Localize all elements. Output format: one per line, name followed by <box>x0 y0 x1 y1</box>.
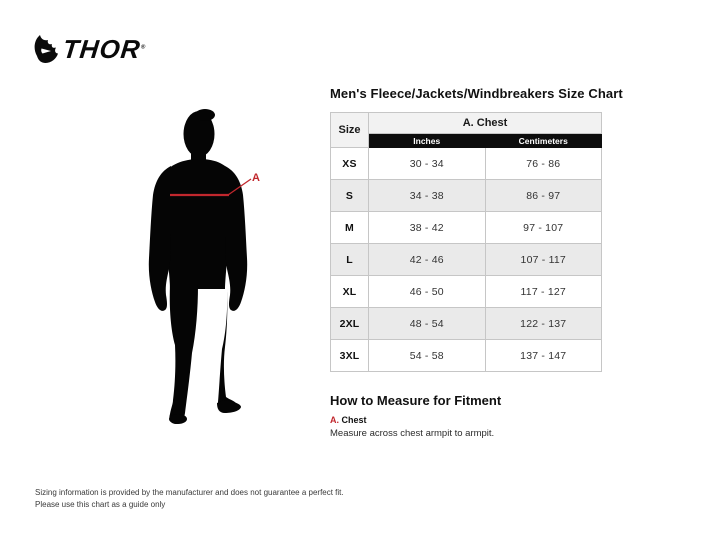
centimeters-cell: 122 - 137 <box>485 308 602 340</box>
size-cell: 3XL <box>331 340 369 372</box>
inches-column-header: Inches <box>369 134 486 148</box>
size-cell: L <box>331 244 369 276</box>
size-table <box>330 112 602 372</box>
inches-cell: 30 - 34 <box>369 148 486 180</box>
disclaimer-line-1: Sizing information is provided by the manufacturer and does not guarantee a perfect fit. <box>35 488 344 497</box>
chest-group-header: A. Chest <box>369 113 602 134</box>
inches-cell: 38 - 42 <box>369 212 486 244</box>
inches-cell: 46 - 50 <box>369 276 486 308</box>
measure-letter: A. <box>330 415 339 425</box>
body-silhouette-figure <box>125 95 285 435</box>
table-row <box>331 244 602 276</box>
thor-helmet-icon <box>33 34 59 64</box>
size-cell: S <box>331 180 369 212</box>
centimeters-cell: 137 - 147 <box>485 340 602 372</box>
chart-title: Men's Fleece/Jackets/Windbreakers Size Chart <box>330 86 623 101</box>
measure-label <box>330 415 494 425</box>
registered-mark: ® <box>140 44 147 51</box>
brand-logo-text: THOR® <box>61 34 147 64</box>
size-cell: M <box>331 212 369 244</box>
inches-cell: 42 - 46 <box>369 244 486 276</box>
centimeters-cell: 117 - 127 <box>485 276 602 308</box>
table-row <box>331 340 602 372</box>
table-row <box>331 180 602 212</box>
howto-heading: How to Measure for Fitment <box>330 393 502 408</box>
table-row <box>331 212 602 244</box>
size-cell: XL <box>331 276 369 308</box>
male-silhouette <box>149 109 247 424</box>
centimeters-cell: 76 - 86 <box>485 148 602 180</box>
table-row <box>331 308 602 340</box>
centimeters-column-header: Centimeters <box>485 134 602 148</box>
inches-cell: 54 - 58 <box>369 340 486 372</box>
measure-item-chest <box>330 415 494 439</box>
brand-logo <box>33 34 146 64</box>
table-row <box>331 148 602 180</box>
size-cell: 2XL <box>331 308 369 340</box>
table-row <box>331 276 602 308</box>
chest-annotation-letter: A <box>252 172 260 184</box>
size-cell: XS <box>331 148 369 180</box>
disclaimer <box>35 487 344 510</box>
centimeters-cell: 97 - 107 <box>485 212 602 244</box>
centimeters-cell: 107 - 117 <box>485 244 602 276</box>
centimeters-cell: 86 - 97 <box>485 180 602 212</box>
measure-description: Measure across chest armpit to armpit. <box>330 428 495 439</box>
measure-name: Chest <box>341 415 367 425</box>
inches-cell: 48 - 54 <box>369 308 486 340</box>
disclaimer-line-2: Please use this chart as a guide only <box>35 499 166 509</box>
inches-cell: 34 - 38 <box>369 180 486 212</box>
size-column-header: Size <box>331 113 369 148</box>
